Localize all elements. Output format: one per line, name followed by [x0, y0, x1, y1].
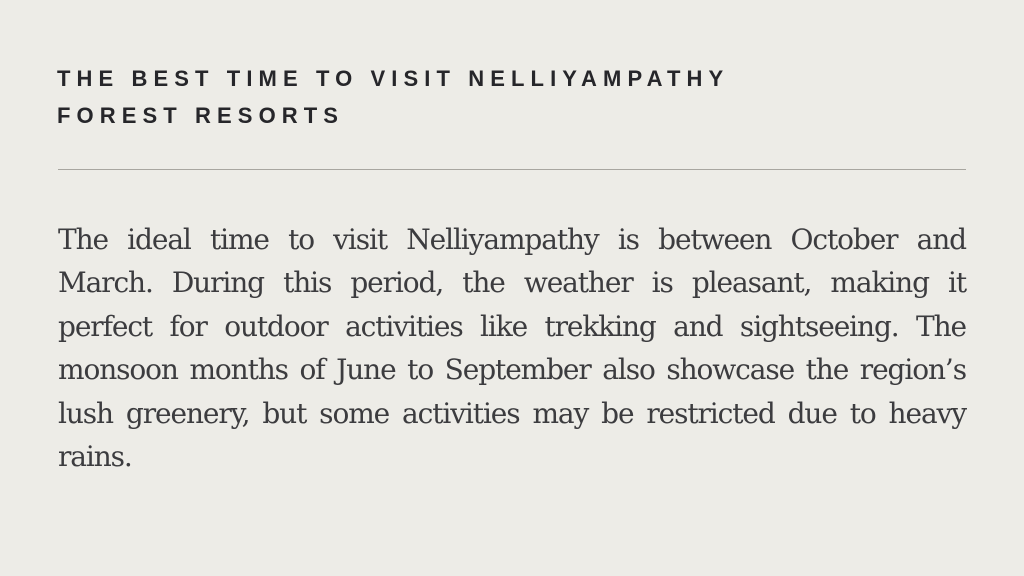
divider [58, 169, 966, 170]
page-title [57, 60, 957, 134]
body-paragraph: The ideal time to visit Nelliyampathy is between October and March. During this period, the weather is pleasant, making it perfect for outdoor activities like trekking and sightseeing. The monsoon months of June to September also showcase the region’s lush greenery, but some activities may be restricted due to heavy rains. [58, 223, 966, 474]
page-title-line-2: FOREST RESORTS [57, 103, 345, 128]
page-title-line-1: THE BEST TIME TO VISIT NELLIYAMPATHY [57, 66, 730, 91]
